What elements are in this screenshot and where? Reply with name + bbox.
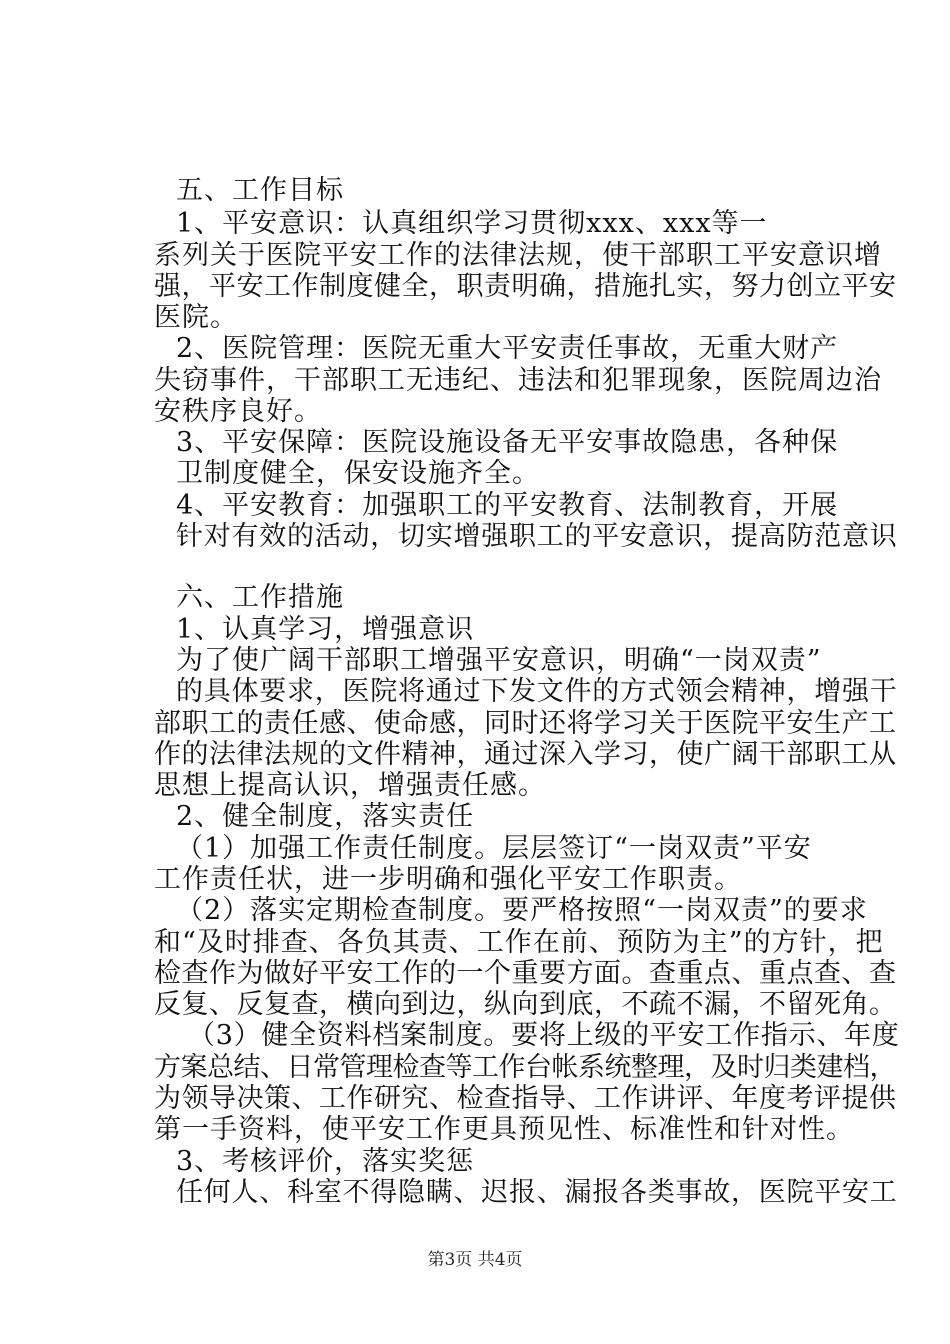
text-line: 和“及时排查、各负其责、工作在前、预防为主”的方针，把 <box>154 927 884 958</box>
text-line: 系列关于医院平安工作的法律法规，使干部职工平安意识增 <box>154 240 882 271</box>
text-line: （2）落实定期检查制度。要严格按照“一岗双责”的要求 <box>176 895 868 926</box>
text-line: 方案总结、日常管理检查等工作台帐系统整理，及时归类建档， <box>154 1052 896 1083</box>
section-heading-goals: 五、工作目标 <box>176 175 344 206</box>
section-heading-measures: 六、工作措施 <box>176 582 344 613</box>
text-line: 部职工的责任感、使命感，同时还将学习关于医院平安生产工 <box>154 708 897 739</box>
text-line: 强，平安工作制度健全，职责明确，措施扎实，努力创立平安 <box>154 271 897 302</box>
text-line: 卫制度健全，保安设施齐全。 <box>176 458 540 489</box>
text-line: 为了使广阔干部职工增强平安意识，明确“一岗双责” <box>176 645 822 676</box>
text-line: 1、平安意识：认真组织学习贯彻xxx、xxx等一 <box>176 208 768 239</box>
text-line: 任何人、科室不得隐瞒、迟报、漏报各类事故，医院平安工 <box>176 1177 898 1208</box>
text-line: 针对有效的活动，切实增强职工的平安意识，提高防范意识 <box>176 521 898 552</box>
text-line: 安秩序良好。 <box>154 396 322 427</box>
text-line: 思想上提高认识，增强责任感。 <box>154 770 546 801</box>
text-line: 2、健全制度，落实责任 <box>176 801 475 832</box>
text-line: 1、认真学习，增强意识 <box>176 614 475 645</box>
page-number-footer: 第3页 共4页 <box>427 1250 523 1270</box>
text-line: 反复、反复查，横向到边，纵向到底，不疏不漏，不留死角。 <box>154 989 897 1020</box>
text-line: 3、考核评价，落实奖惩 <box>176 1146 475 1177</box>
text-line: 为领导决策、工作研究、检查指导、工作讲评、年度考评提供 <box>154 1083 897 1114</box>
text-line: 2、医院管理：医院无重大平安责任事故，无重大财产 <box>176 333 839 364</box>
text-line: 第一手资料，使平安工作更具预见性、标准性和针对性。 <box>154 1114 854 1145</box>
text-line: （1）加强工作责任制度。层层签订“一岗双责”平安 <box>176 833 812 864</box>
text-line: （3）健全资料档案制度。要将上级的平安工作指示、年度 <box>188 1020 900 1051</box>
text-line: 失窃事件，干部职工无违纪、违法和犯罪现象，医院周边治 <box>154 365 882 396</box>
text-line: 检查作为做好平安工作的一个重要方面。查重点、重点查、查 <box>154 958 897 989</box>
text-line: 作的法律法规的文件精神，通过深入学习，使广阔干部职工从 <box>154 739 897 770</box>
text-line: 工作责任状，进一步明确和强化平安工作职责。 <box>154 864 742 895</box>
text-line: 4、平安教育：加强职工的平安教育、法制教育，开展 <box>176 490 839 521</box>
text-line: 3、平安保障：医院设施设备无平安事故隐患，各种保 <box>176 427 839 458</box>
text-line: 医院。 <box>154 302 238 333</box>
text-line: 的具体要求，医院将通过下发文件的方式领会精神，增强干 <box>176 676 898 707</box>
